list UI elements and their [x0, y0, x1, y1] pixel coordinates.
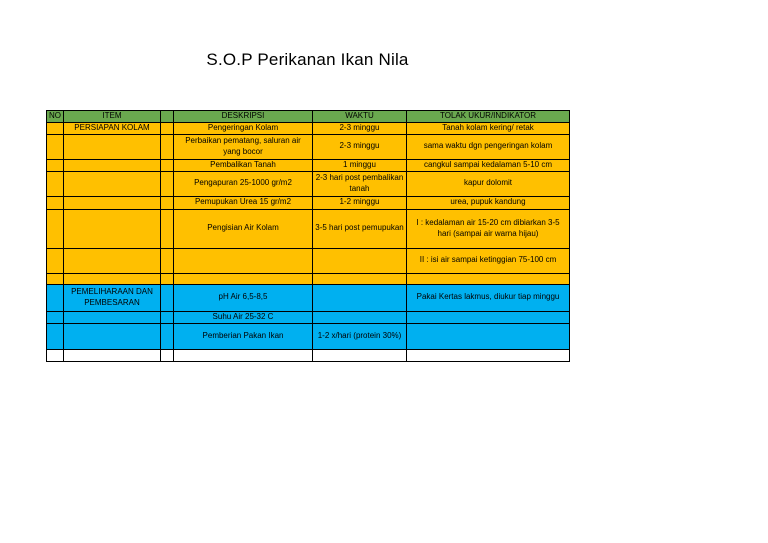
cell-indicator[interactable] — [407, 311, 570, 323]
cell-no[interactable] — [47, 248, 64, 273]
header-cell-waktu[interactable]: WAKTU — [313, 111, 407, 123]
header-cell-blank[interactable] — [161, 111, 174, 123]
cell-no[interactable] — [47, 159, 64, 171]
page-title: S.O.P Perikanan Ikan Nila — [206, 50, 409, 69]
cell-blank[interactable] — [161, 196, 174, 209]
cell-indicator[interactable]: urea, pupuk kandung — [407, 196, 570, 209]
cell-no[interactable] — [47, 323, 64, 349]
table-row — [47, 349, 570, 361]
cell-no[interactable] — [47, 349, 64, 361]
cell-item[interactable] — [64, 159, 161, 171]
cell-blank[interactable] — [161, 311, 174, 323]
cell-blank[interactable] — [161, 248, 174, 273]
table-row — [47, 159, 570, 171]
cell-time[interactable]: 2-3 minggu — [313, 134, 407, 159]
table-row — [47, 171, 570, 196]
cell-no[interactable] — [47, 284, 64, 311]
cell-no[interactable] — [47, 311, 64, 323]
cell-blank[interactable] — [161, 349, 174, 361]
table-row — [47, 248, 570, 273]
cell-indicator[interactable] — [407, 323, 570, 349]
cell-desc[interactable] — [174, 273, 313, 284]
cell-blank[interactable] — [161, 284, 174, 311]
cell-item[interactable] — [64, 323, 161, 349]
cell-desc[interactable] — [174, 248, 313, 273]
table-row — [47, 122, 570, 134]
cell-blank[interactable] — [161, 171, 174, 196]
cell-indicator[interactable] — [407, 273, 570, 284]
cell-indicator[interactable]: Tanah kolam kering/ retak — [407, 122, 570, 134]
cell-no[interactable] — [47, 171, 64, 196]
cell-blank[interactable] — [161, 273, 174, 284]
cell-indicator[interactable] — [407, 349, 570, 361]
cell-blank[interactable] — [161, 134, 174, 159]
cell-no[interactable] — [47, 122, 64, 134]
cell-time[interactable]: 3-5 hari post pemupukan — [313, 209, 407, 248]
cell-blank[interactable] — [161, 122, 174, 134]
cell-time[interactable]: 2-3 minggu — [313, 122, 407, 134]
table-row — [47, 273, 570, 284]
cell-time[interactable] — [313, 311, 407, 323]
cell-blank[interactable] — [161, 323, 174, 349]
cell-item[interactable]: PEMELIHARAAN DAN PEMBESARAN — [64, 284, 161, 311]
cell-time[interactable]: 1-2 x/hari (protein 30%) — [313, 323, 407, 349]
cell-time[interactable]: 1-2 minggu — [313, 196, 407, 209]
cell-desc[interactable] — [174, 349, 313, 361]
table-row — [47, 196, 570, 209]
cell-time[interactable] — [313, 284, 407, 311]
cell-desc[interactable]: Pemberian Pakan Ikan — [174, 323, 313, 349]
cell-item[interactable]: PERSIAPAN KOLAM — [64, 122, 161, 134]
table-row — [47, 134, 570, 159]
cell-time[interactable]: 1 minggu — [313, 159, 407, 171]
cell-time[interactable] — [313, 273, 407, 284]
header-row — [47, 111, 570, 123]
cell-indicator[interactable]: kapur dolomit — [407, 171, 570, 196]
table-row — [47, 311, 570, 323]
cell-time[interactable]: 2-3 hari post pembalikan tanah — [313, 171, 407, 196]
cell-no[interactable] — [47, 134, 64, 159]
cell-item[interactable] — [64, 196, 161, 209]
sop-table — [46, 110, 570, 362]
cell-blank[interactable] — [161, 209, 174, 248]
cell-item[interactable] — [64, 273, 161, 284]
cell-desc[interactable]: Pembalikan Tanah — [174, 159, 313, 171]
cell-desc[interactable]: Pengeringan Kolam — [174, 122, 313, 134]
cell-desc[interactable]: Suhu Air 25-32 C — [174, 311, 313, 323]
cell-no[interactable] — [47, 196, 64, 209]
cell-item[interactable] — [64, 248, 161, 273]
cell-item[interactable] — [64, 349, 161, 361]
cell-indicator[interactable]: I : kedalaman air 15-20 cm dibiarkan 3-5 hari (sampai air warna hijau) — [407, 209, 570, 248]
cell-item[interactable] — [64, 311, 161, 323]
header-cell-indikator[interactable]: TOLAK UKUR/INDIKATOR — [407, 111, 570, 123]
cell-indicator[interactable]: Pakai Kertas lakmus, diukur tiap minggu — [407, 284, 570, 311]
cell-item[interactable] — [64, 134, 161, 159]
table-row — [47, 323, 570, 349]
cell-desc[interactable]: pH Air 6,5-8,5 — [174, 284, 313, 311]
cell-indicator[interactable]: II : isi air sampai ketinggian 75-100 cm — [407, 248, 570, 273]
cell-time[interactable] — [313, 349, 407, 361]
cell-desc[interactable]: Pengapuran 25-1000 gr/m2 — [174, 171, 313, 196]
cell-item[interactable] — [64, 209, 161, 248]
cell-no[interactable] — [47, 209, 64, 248]
cell-indicator[interactable]: cangkul sampai kedalaman 5-10 cm — [407, 159, 570, 171]
header-cell-item[interactable]: ITEM — [64, 111, 161, 123]
cell-item[interactable] — [64, 171, 161, 196]
cell-time[interactable] — [313, 248, 407, 273]
header-cell-no[interactable]: NO — [47, 111, 64, 123]
cell-desc[interactable]: Perbaikan pematang, saluran air yang bocor — [174, 134, 313, 159]
cell-desc[interactable]: Pengisian Air Kolam — [174, 209, 313, 248]
header-cell-deskripsi[interactable]: DESKRIPSI — [174, 111, 313, 123]
cell-indicator[interactable]: sama waktu dgn pengeringan kolam — [407, 134, 570, 159]
cell-desc[interactable]: Pemupukan Urea 15 gr/m2 — [174, 196, 313, 209]
table-row — [47, 209, 570, 248]
cell-no[interactable] — [47, 273, 64, 284]
table-row — [47, 284, 570, 311]
cell-blank[interactable] — [161, 159, 174, 171]
